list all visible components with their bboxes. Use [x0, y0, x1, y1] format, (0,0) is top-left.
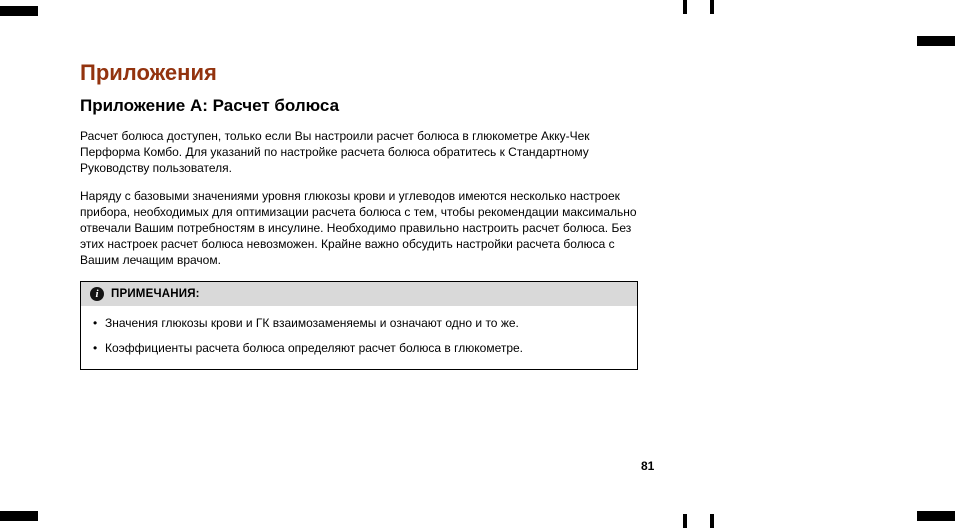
crop-mark-bottom-tick-1: [683, 514, 687, 528]
crop-mark-top-tick-1: [683, 0, 687, 14]
notes-header-label: ПРИМЕЧАНИЯ:: [111, 288, 200, 301]
page-content: [80, 60, 638, 370]
paragraph-2: Наряду с базовыми значениями уровня глюкозы крови и углеводов имеются несколько настроек прибора, необходимых для оптимизации расчета болюса с тем, чтобы рекомендации максимально отвечали Вашим потребностям в инсулине. Необходимо правильно настроить расчет болюса. Без этих настроек расчет болюса невозможен. Крайне важно обсудить настройки расчета болюса с Вашим лечащим врачом.: [80, 189, 637, 267]
crop-mark-top-right: [917, 36, 955, 46]
page-number: 81: [641, 459, 655, 473]
chapter-title: Приложения: [80, 60, 217, 85]
paragraph-1: Расчет болюса доступен, только если Вы настроили расчет болюса в глюкометре Акку-Чек Перформа Комбо. Для указаний по настройке расчета болюса обратитесь к Стандартному Руководству пользователя.: [80, 129, 590, 175]
crop-mark-bottom-left: [0, 511, 38, 521]
info-icon: i: [90, 287, 104, 301]
notes-box-header: [81, 282, 637, 306]
section-title: Приложение A: Расчет болюса: [80, 96, 340, 115]
notes-box: [80, 281, 638, 370]
crop-mark-top-tick-2: [710, 0, 714, 14]
note-bullet-1: • Значения глюкозы крови и ГК взаимозаменяемы и означают одно и то же.: [93, 316, 627, 331]
note-bullet-2: • Коэффициенты расчета болюса определяют расчет болюса в глюкометре.: [93, 341, 627, 356]
notes-box-body: [81, 306, 637, 369]
crop-mark-top-left: [0, 6, 38, 16]
crop-mark-bottom-tick-2: [710, 514, 714, 528]
crop-mark-bottom-right: [917, 511, 955, 521]
